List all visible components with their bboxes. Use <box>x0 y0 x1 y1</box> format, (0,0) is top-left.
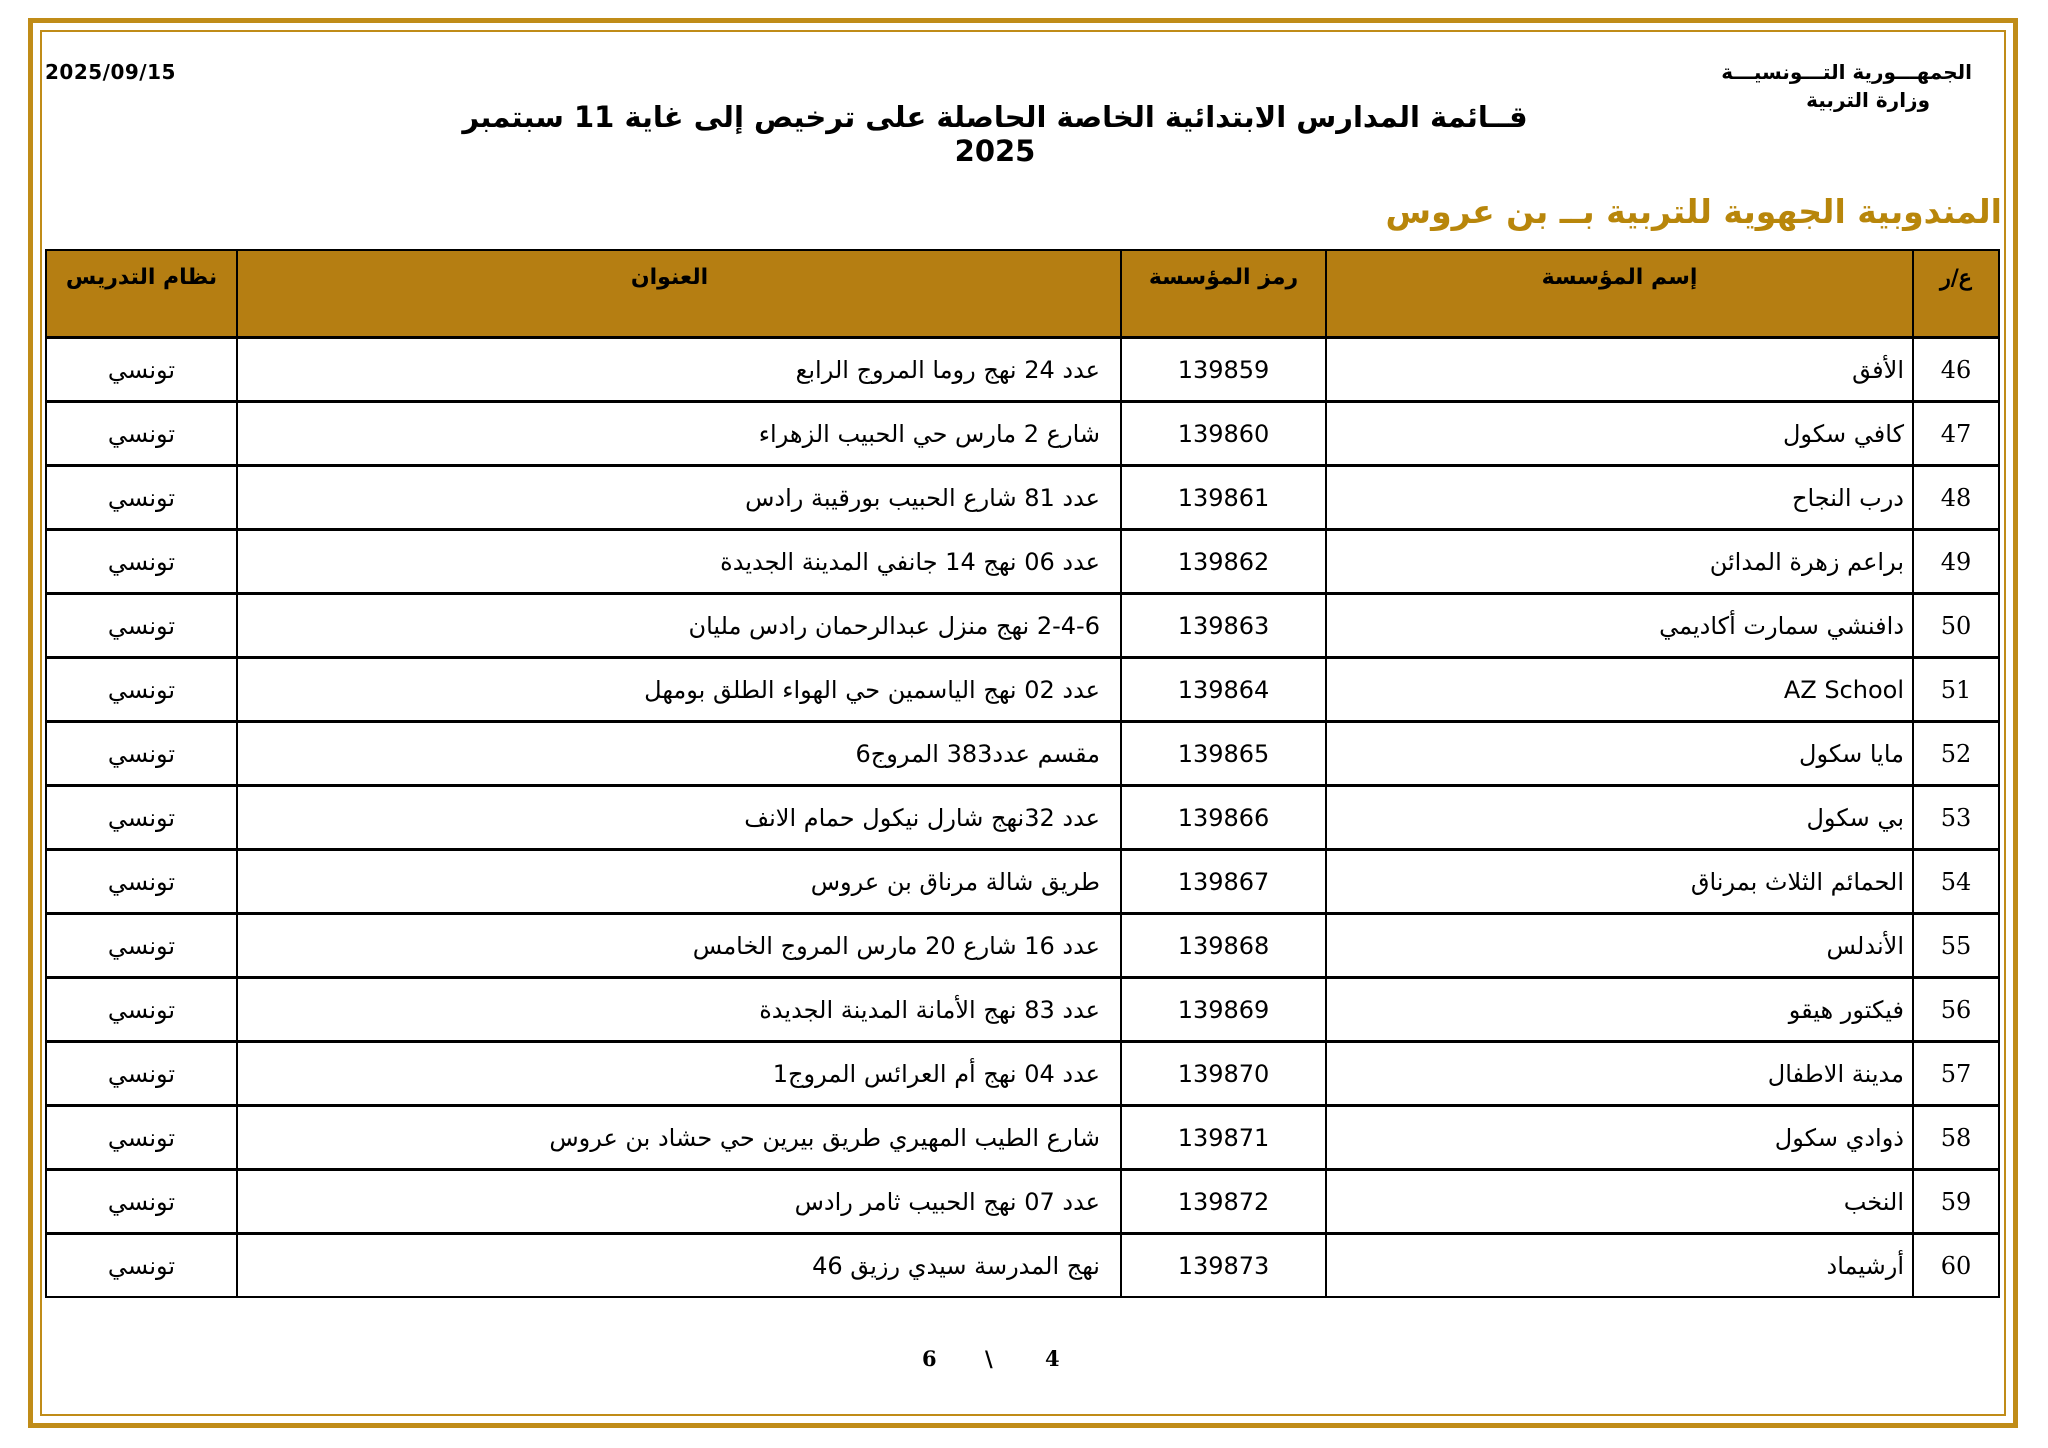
cell-no: 50 <box>1913 594 1999 658</box>
cell-system: تونسي <box>46 338 237 402</box>
cell-system: تونسي <box>46 978 237 1042</box>
cell-name: كافي سكول <box>1326 402 1913 466</box>
cell-code: 139861 <box>1121 466 1326 530</box>
cell-system: تونسي <box>46 530 237 594</box>
cell-code: 139863 <box>1121 594 1326 658</box>
cell-code: 139871 <box>1121 1106 1326 1170</box>
cell-code: 139868 <box>1121 914 1326 978</box>
cell-address: 2-4-6 نهج منزل عبدالرحمان رادس مليان <box>237 594 1121 658</box>
cell-address: عدد 07 نهج الحبيب ثامر رادس <box>237 1170 1121 1234</box>
table-row <box>46 1042 1999 1106</box>
cell-code: 139870 <box>1121 1042 1326 1106</box>
cell-system: تونسي <box>46 914 237 978</box>
cell-no: 58 <box>1913 1106 1999 1170</box>
cell-code: 139862 <box>1121 530 1326 594</box>
cell-no: 55 <box>1913 914 1999 978</box>
cell-address: عدد 04 نهج أم العرائس المروج1 <box>237 1042 1121 1106</box>
cell-name: ذوادي سكول <box>1326 1106 1913 1170</box>
cell-address: عدد 24 نهج روما المروج الرابع <box>237 338 1121 402</box>
column-header-address: العنوان <box>237 250 1121 338</box>
cell-code: 139873 <box>1121 1234 1326 1298</box>
cell-system: تونسي <box>46 402 237 466</box>
cell-address: شارع 2 مارس حي الحبيب الزهراء <box>237 402 1121 466</box>
document-title: قــائمة المدارس الابتدائية الخاصة الحاصلة على ترخيص إلى غاية 11 سبتمبر 2025 <box>462 100 1528 168</box>
table-row <box>46 402 1999 466</box>
table-row <box>46 786 1999 850</box>
column-header-system: نظام التدريس <box>46 250 237 338</box>
cell-code: 139859 <box>1121 338 1326 402</box>
table-row <box>46 1170 1999 1234</box>
pagination <box>900 1346 1080 1374</box>
cell-no: 48 <box>1913 466 1999 530</box>
cell-code: 139872 <box>1121 1170 1326 1234</box>
cell-system: تونسي <box>46 850 237 914</box>
table-row <box>46 658 1999 722</box>
cell-code: 139869 <box>1121 978 1326 1042</box>
cell-name: الحمائم الثلاث بمرناق <box>1326 850 1913 914</box>
cell-name: AZ School <box>1326 658 1913 722</box>
cell-system: تونسي <box>46 1106 237 1170</box>
document-date: 2025/09/15 <box>45 60 176 84</box>
cell-code: 139864 <box>1121 658 1326 722</box>
table-row <box>46 1234 1999 1298</box>
republic-name: الجمهـــورية التـــونسيـــة <box>1721 60 1972 84</box>
cell-no: 59 <box>1913 1170 1999 1234</box>
cell-address: عدد 02 نهج الياسمين حي الهواء الطلق بومهل <box>237 658 1121 722</box>
table-row <box>46 530 1999 594</box>
column-header-name: إسم المؤسسة <box>1326 250 1913 338</box>
cell-system: تونسي <box>46 1042 237 1106</box>
column-header-no: ع/ر <box>1913 250 1999 338</box>
cell-address: شارع الطيب المهيري طريق بيرين حي حشاد بن عروس <box>237 1106 1121 1170</box>
page-separator: \ <box>985 1346 993 1371</box>
cell-address: مقسم عدد383 المروج6 <box>237 722 1121 786</box>
cell-no: 54 <box>1913 850 1999 914</box>
cell-address: عدد 16 شارع 20 مارس المروج الخامس <box>237 914 1121 978</box>
table-row <box>46 466 1999 530</box>
cell-system: تونسي <box>46 1234 237 1298</box>
cell-no: 53 <box>1913 786 1999 850</box>
cell-name: مايا سكول <box>1326 722 1913 786</box>
column-header-code: رمز المؤسسة <box>1121 250 1326 338</box>
cell-no: 51 <box>1913 658 1999 722</box>
cell-name: فيكتور هيقو <box>1326 978 1913 1042</box>
page-total: 6 <box>922 1346 937 1371</box>
cell-no: 49 <box>1913 530 1999 594</box>
cell-address: عدد 06 نهج 14 جانفي المدينة الجديدة <box>237 530 1121 594</box>
table-header-row <box>46 250 1999 338</box>
cell-name: أرشيماد <box>1326 1234 1913 1298</box>
table-row <box>46 594 1999 658</box>
region-heading: المندوبية الجهوية للتربية بــ بن عروس <box>1385 192 2002 231</box>
cell-code: 139865 <box>1121 722 1326 786</box>
cell-code: 139867 <box>1121 850 1326 914</box>
table-body <box>46 338 1999 1298</box>
cell-no: 46 <box>1913 338 1999 402</box>
cell-name: درب النجاح <box>1326 466 1913 530</box>
cell-system: تونسي <box>46 658 237 722</box>
cell-no: 47 <box>1913 402 1999 466</box>
cell-code: 139866 <box>1121 786 1326 850</box>
table-row <box>46 914 1999 978</box>
ministry-name: وزارة التربية <box>1806 88 1930 112</box>
cell-address: عدد 83 نهج الأمانة المدينة الجديدة <box>237 978 1121 1042</box>
cell-name: بي سكول <box>1326 786 1913 850</box>
table-row <box>46 722 1999 786</box>
cell-no: 56 <box>1913 978 1999 1042</box>
cell-name: مدينة الاطفال <box>1326 1042 1913 1106</box>
cell-code: 139860 <box>1121 402 1326 466</box>
cell-address: نهج المدرسة سيدي رزيق 46 <box>237 1234 1121 1298</box>
cell-name: الأندلس <box>1326 914 1913 978</box>
cell-name: دافنشي سمارت أكاديمي <box>1326 594 1913 658</box>
cell-name: النخب <box>1326 1170 1913 1234</box>
cell-address: عدد 32نهج شارل نيكول حمام الانف <box>237 786 1121 850</box>
page-current: 4 <box>1045 1346 1060 1371</box>
cell-no: 57 <box>1913 1042 1999 1106</box>
table-row <box>46 850 1999 914</box>
table-row <box>46 1106 1999 1170</box>
cell-no: 60 <box>1913 1234 1999 1298</box>
cell-system: تونسي <box>46 1170 237 1234</box>
cell-address: عدد 81 شارع الحبيب بورقيبة رادس <box>237 466 1121 530</box>
cell-system: تونسي <box>46 466 237 530</box>
cell-name: براعم زهرة المدائن <box>1326 530 1913 594</box>
table-row <box>46 338 1999 402</box>
cell-system: تونسي <box>46 722 237 786</box>
cell-no: 52 <box>1913 722 1999 786</box>
cell-address: طريق شالة مرناق بن عروس <box>237 850 1121 914</box>
cell-system: تونسي <box>46 594 237 658</box>
schools-table <box>45 249 2000 1298</box>
table-row <box>46 978 1999 1042</box>
cell-name: الأفق <box>1326 338 1913 402</box>
cell-system: تونسي <box>46 786 237 850</box>
